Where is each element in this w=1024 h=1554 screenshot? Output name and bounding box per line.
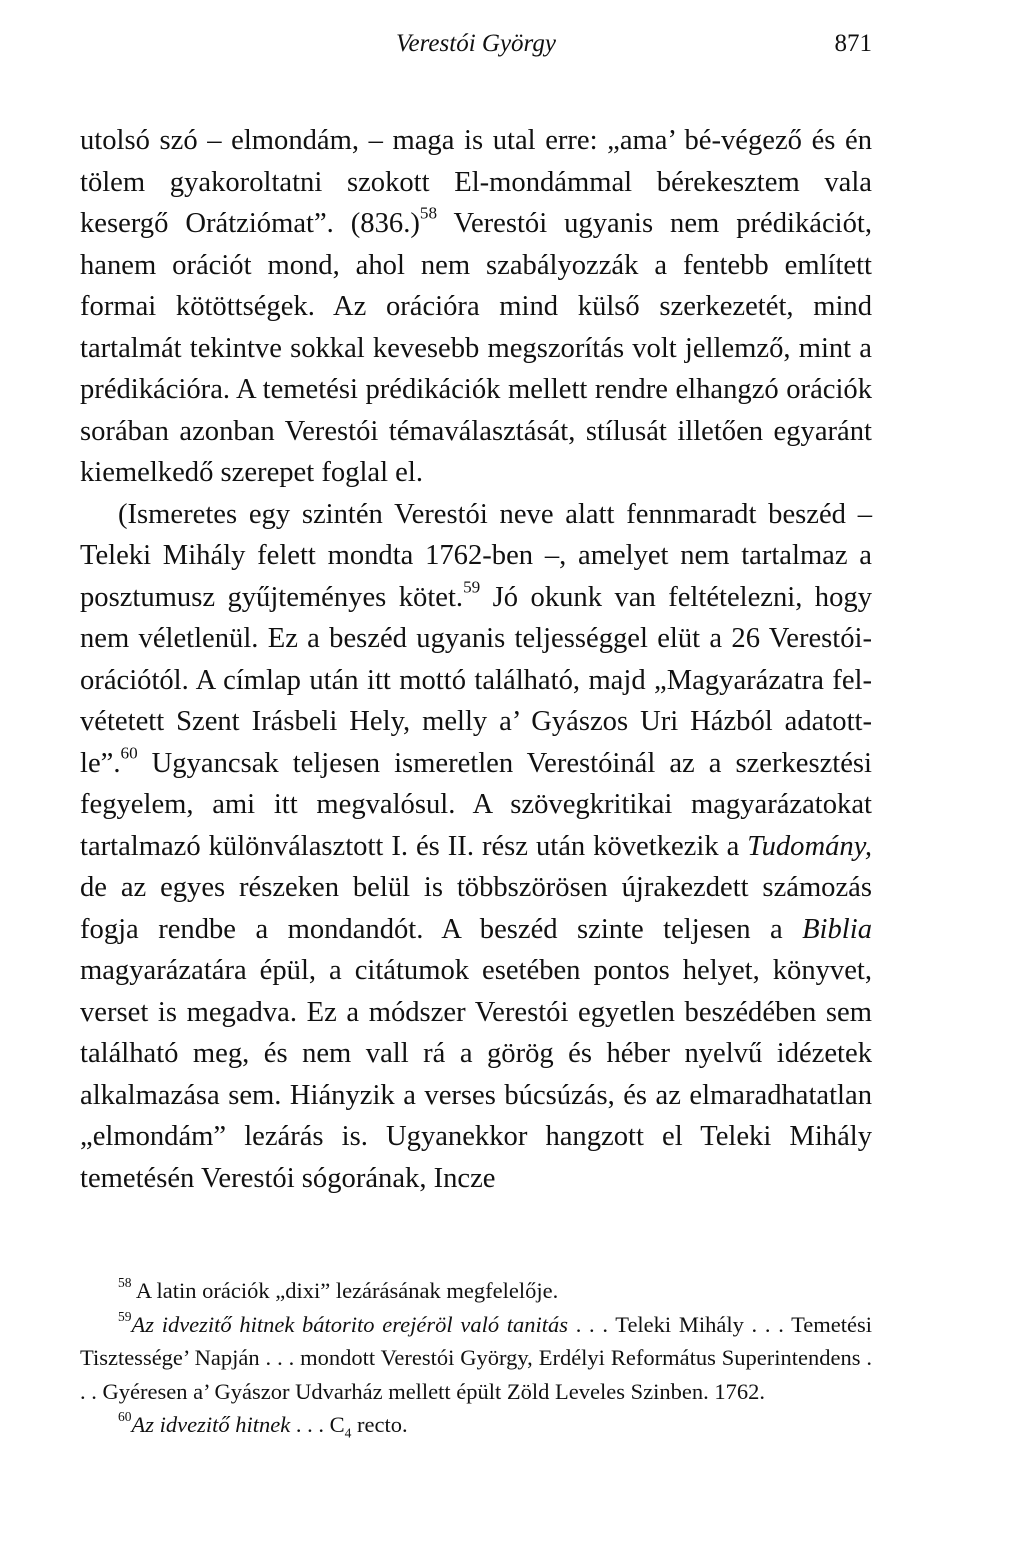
paragraph-2-text-a: (Ismeretes egy szintén Verestói neve alatt fennmaradt beszéd – Teleki Mihály felett mondta 1762-ben –, amelyet nem tartalmaz a posztumusz gyűjteményes kötet. bbox=[80, 498, 872, 613]
footnote-60 bbox=[80, 1408, 872, 1442]
footnote-59-text: . . . Teleki Mihály . . . Temetési Tisztessége’ Napján . . . mondott Verestói György, Erdélyi Református Superintendens . . . Gyéresen a’ Gyászor Udvarház mellett épült Zöld Leveles Szinben. 1762. bbox=[80, 1311, 872, 1404]
running-title: Verestói György bbox=[396, 30, 556, 57]
footnote-ref-59: 59 bbox=[463, 576, 481, 596]
footnote-58 bbox=[80, 1274, 872, 1308]
footnote-59-title: Az idvezitő hitnek bátorito erejéröl való tanitás bbox=[131, 1311, 569, 1337]
italic-biblia: Biblia bbox=[802, 913, 872, 945]
footnote-58-number: 58 bbox=[118, 1275, 132, 1291]
page-number: 871 bbox=[834, 30, 872, 57]
paragraph-2 bbox=[80, 494, 872, 1200]
footnote-60-title: Az idvezitő hitnek bbox=[131, 1412, 291, 1437]
paragraph-1-text-a: utolsó szó – elmondám, – maga is utal erre: „ama’ bé-végező és én tölem gyakoroltatni szokott El-mondámmal bérekesztem vala kesergő Orátziómat”. (836.) bbox=[80, 125, 872, 239]
running-head bbox=[80, 30, 872, 74]
paragraph-2-text-b: Jó okunk van feltételezni, hogy nem véletlenül. Ez a beszéd ugyanis teljességgel elüt a 26 Verestói-orációtól. A címlap után itt mottó található, majd „Magyarázatra fel-vétetett Szent Irásbeli Hely, melly a’ Gyászos Uri Házból adatott-le”. bbox=[80, 581, 872, 779]
footnote-58-text: A latin orációk „dixi” lezárásának megfelelője. bbox=[135, 1278, 559, 1303]
paragraph-1 bbox=[80, 120, 872, 494]
footnote-ref-58: 58 bbox=[419, 203, 438, 223]
body-text bbox=[80, 120, 872, 1199]
footnote-59 bbox=[80, 1308, 872, 1409]
footnote-60-text-a: . . . C bbox=[290, 1412, 345, 1437]
footnotes bbox=[80, 1274, 872, 1442]
footnote-60-subscript: 4 bbox=[344, 1425, 352, 1441]
paragraph-2-text-e: magyarázatára épül, a citátumok esetében pontos helyet, könyvet, verset is megadva. Ez a módszer Verestói egyetlen beszédében sem található meg, és nem vall rá a görög és héber nyelvű idézetek alkalmazása sem. Hiányzik a verses búcsúzás, és az elmaradhatatlan „elmondám” lezárás is. Ugyanekkor hangzott el Teleki Mihály temetésén Verestói sógorának, Incze bbox=[80, 955, 872, 1194]
italic-tudomany: Tudomány, bbox=[747, 830, 872, 862]
book-page bbox=[80, 30, 872, 1442]
footnote-60-text-b: recto. bbox=[351, 1412, 408, 1437]
footnote-ref-60: 60 bbox=[120, 742, 138, 762]
paragraph-2-text-c: Ugyancsak teljesen ismeretlen Verestóinál az a szerkesztési fegyelem, ami itt megvalósul. A szövegkritikai magyarázatokat tartalmazó különválasztott I. és II. rész után következik a bbox=[80, 747, 872, 862]
footnote-60-number: 60 bbox=[118, 1409, 132, 1425]
footnote-59-number: 59 bbox=[118, 1308, 132, 1324]
paragraph-2-text-d: de az egyes részeken belül is többszörösen újrakezdett számozás fogja rendbe a mondandót. A beszéd szinte teljesen a bbox=[80, 872, 872, 945]
paragraph-1-text-b: Verestói ugyanis nem prédikációt, hanem orációt mond, ahol nem szabályozzák a fentebb említett formai kötöttségek. Az orációra mind külső szerkezetét, mind tartalmát tekintve sokkal kevesebb megszorítás volt jellemző, mint a prédikációra. A temetési prédikációk mellett rendre elhangzó orációk sorában azonban Verestói témaválasztását, stílusát illetően egyaránt kiemelkedő szerepet foglal el. bbox=[80, 208, 872, 488]
